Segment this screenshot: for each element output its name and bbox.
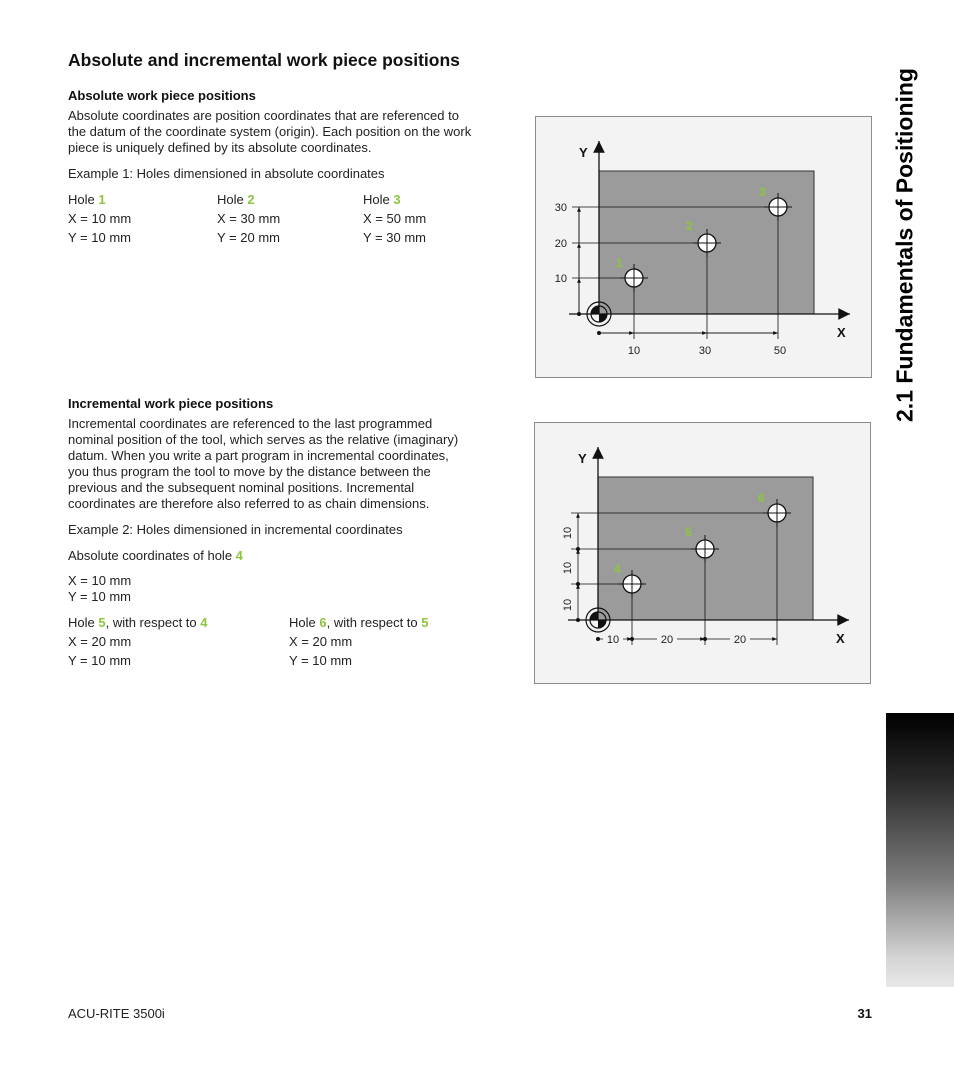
absolute-diagram <box>536 117 871 377</box>
dimension-dot <box>576 547 580 551</box>
page-number: 31 <box>857 1006 872 1021</box>
hole-label: 5 <box>685 525 692 539</box>
x-tick-label: 10 <box>627 345 641 357</box>
dimension-dot <box>596 637 600 641</box>
x-dimension-label: 20 <box>733 634 747 646</box>
hole-4-y: Y = 10 mm <box>68 589 131 604</box>
datum-origin-icon <box>587 302 611 326</box>
y-tick-label: 20 <box>554 238 567 250</box>
hole-word: Hole <box>289 615 320 630</box>
hole-1-y: Y = 10 mm <box>68 230 131 245</box>
text-line: piece is uniquely defined by its absolute coordinates. <box>68 140 372 155</box>
hole-number: 1 <box>98 192 106 207</box>
hole-number: 4 <box>235 548 243 563</box>
datum-origin-icon <box>586 608 610 632</box>
text-line: Incremental coordinates are referenced to the last programmed <box>68 416 433 431</box>
hole-word: Hole <box>217 192 248 207</box>
rel-text: , with respect to <box>105 615 201 630</box>
hole-word: Hole <box>68 615 99 630</box>
y-dimension-label: 10 <box>562 598 574 612</box>
incremental-heading: Incremental work piece positions <box>68 396 274 411</box>
hole-number: 6 <box>319 615 327 630</box>
hole-number: 5 <box>98 615 106 630</box>
absolute-paragraph <box>68 108 471 156</box>
dimension-dot <box>703 637 707 641</box>
hole-3-y: Y = 30 mm <box>363 230 426 245</box>
abs-text: Absolute coordinates of hole <box>68 548 236 563</box>
hole-3-x: X = 50 mm <box>363 211 427 226</box>
hole-1-x: X = 10 mm <box>68 211 132 226</box>
hole-label: 1 <box>616 256 623 270</box>
incremental-paragraph <box>68 416 458 512</box>
y-tick-label: 10 <box>554 273 567 285</box>
hole-number: 2 <box>247 192 255 207</box>
rel-text: , with respect to <box>326 615 422 630</box>
hole-1-label <box>68 192 106 207</box>
hole-4-x: X = 10 mm <box>68 573 132 588</box>
hole-number: 4 <box>200 615 208 630</box>
hole-6-x: X = 20 mm <box>289 634 353 649</box>
text-line: datum. When you write a part program in incremental coordinates, <box>68 448 449 463</box>
x-axis-label: X <box>837 325 846 340</box>
hole-4-absolute-label <box>68 548 243 563</box>
incremental-example: Example 2: Holes dimensioned in incremental coordinates <box>68 522 403 537</box>
incremental-coordinates-figure <box>534 422 871 684</box>
absolute-heading: Absolute work piece positions <box>68 88 256 103</box>
hole-2-x: X = 30 mm <box>217 211 281 226</box>
absolute-example: Example 1: Holes dimensioned in absolute coordinates <box>68 166 385 181</box>
hole-label: 3 <box>759 185 766 199</box>
text-line: Absolute coordinates are position coordinates that are referenced to <box>68 108 459 123</box>
dimension-dot <box>577 312 581 316</box>
hole-number: 5 <box>421 615 429 630</box>
hole-label: 6 <box>758 491 765 505</box>
x-axis-label: X <box>836 631 845 646</box>
x-tick-label: 30 <box>698 345 712 357</box>
footer-product: ACU-RITE 3500i <box>68 1006 165 1021</box>
hole-5-label <box>68 615 207 630</box>
y-dimension-label: 10 <box>562 561 574 575</box>
chapter-side-title: 2.1 Fundamentals of Positioning <box>891 68 918 422</box>
hole-word: Hole <box>363 192 394 207</box>
hole-2-label <box>217 192 255 207</box>
text-line: the datum of the coordinate system (origin). Each position on the work <box>68 124 472 139</box>
text-line: coordinates are therefore also referred to as chain dimensions. <box>68 496 430 511</box>
hole-5-x: X = 20 mm <box>68 634 132 649</box>
dimension-dot <box>630 637 634 641</box>
text-line: previous and the subsequent nominal positions. Incremental <box>68 480 415 495</box>
hole-6-y: Y = 10 mm <box>289 653 352 668</box>
x-tick-label: 50 <box>773 345 787 357</box>
dimension-dot <box>576 618 580 622</box>
text-line: nominal position of the tool, which serves as the relative (imaginary) <box>68 432 459 447</box>
dimension-dot <box>597 331 601 335</box>
hole-word: Hole <box>68 192 99 207</box>
y-dimension-label: 10 <box>562 526 574 540</box>
x-dimension-label: 20 <box>660 634 674 646</box>
page-title: Absolute and incremental work piece positions <box>68 50 460 70</box>
text-line: you thus program the tool to move by the distance between the <box>68 464 431 479</box>
hole-2-y: Y = 20 mm <box>217 230 280 245</box>
hole-6-label <box>289 615 428 630</box>
incremental-diagram <box>535 423 870 683</box>
hole-5-y: Y = 10 mm <box>68 653 131 668</box>
y-tick-label: 30 <box>554 202 567 214</box>
dimension-dot <box>576 582 580 586</box>
hole-label: 2 <box>686 219 693 233</box>
absolute-coordinates-figure <box>535 116 872 378</box>
hole-label: 4 <box>614 562 621 576</box>
chapter-thumb-tab <box>886 713 954 987</box>
y-axis-label: Y <box>579 145 588 160</box>
x-dimension-label: 10 <box>606 634 620 646</box>
hole-3-label <box>363 192 401 207</box>
hole-number: 3 <box>393 192 401 207</box>
y-axis-label: Y <box>578 451 587 466</box>
